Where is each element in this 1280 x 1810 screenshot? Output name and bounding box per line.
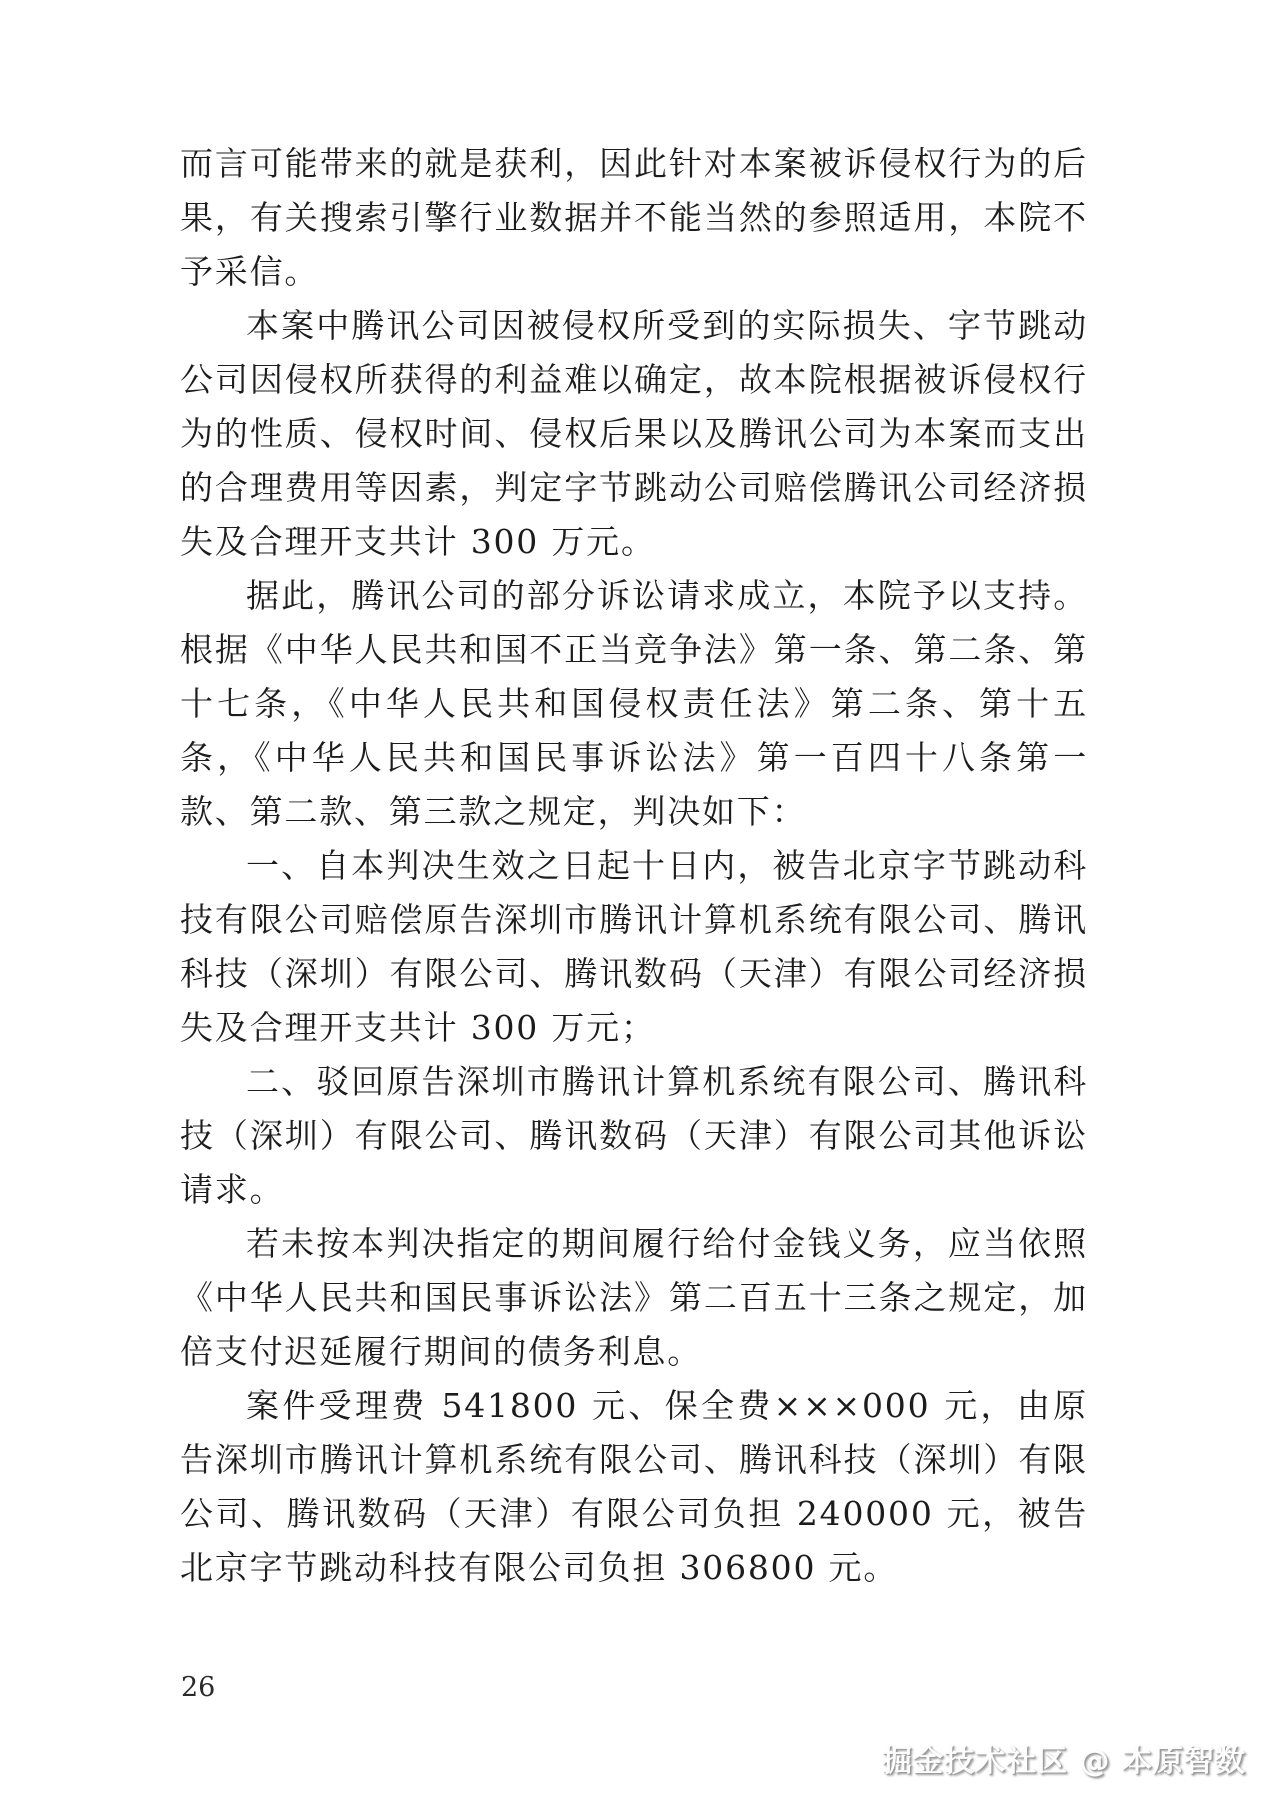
paragraph: 案件受理费 541800 元、保全费×××000 元，由原告深圳市腾讯计算机系统有限公司、腾讯科技（深圳）有限公司、腾讯数码（天津）有限公司负担 240000 元，被告北京字节跳动科技有限公司负担 306800 元。 — [180, 1386, 1088, 1587]
judgment-body-text — [180, 137, 1088, 1595]
paragraph: 而言可能带来的就是获利，因此针对本案被诉侵权行为的后果，有关搜索引擎行业数据并不能当然的参照适用，本院不予采信。 — [180, 144, 1088, 291]
page-number: 26 — [181, 1672, 216, 1703]
watermark-text: 掘金技术社区 @ 本原智数 — [882, 1744, 1246, 1779]
paragraph: 本案中腾讯公司因被侵权所受到的实际损失、字节跳动公司因侵权所获得的利益难以确定，故本院根据被诉侵权行为的性质、侵权时间、侵权后果以及腾讯公司为本案而支出的合理费用等因素，判定字节跳动公司赔偿腾讯公司经济损失及合理开支共计 300 万元。 — [180, 306, 1088, 561]
paragraph: 据此，腾讯公司的部分诉讼请求成立，本院予以支持。根据《中华人民共和国不正当竞争法》第一条、第二条、第十七条，《中华人民共和国侵权责任法》第二条、第十五条，《中华人民共和国民事诉讼法》第一百四十八条第一款、第二款、第三款之规定，判决如下： — [180, 576, 1088, 831]
paragraph: 一、自本判决生效之日起十日内，被告北京字节跳动科技有限公司赔偿原告深圳市腾讯计算机系统有限公司、腾讯科技（深圳）有限公司、腾讯数码（天津）有限公司经济损失及合理开支共计 300 万元； — [180, 846, 1088, 1047]
paragraph: 若未按本判决指定的期间履行给付金钱义务，应当依照《中华人民共和国民事诉讼法》第二百五十三条之规定，加倍支付迟延履行期间的债务利息。 — [180, 1224, 1088, 1371]
paragraph: 二、驳回原告深圳市腾讯计算机系统有限公司、腾讯科技（深圳）有限公司、腾讯数码（天津）有限公司其他诉讼请求。 — [180, 1062, 1088, 1209]
